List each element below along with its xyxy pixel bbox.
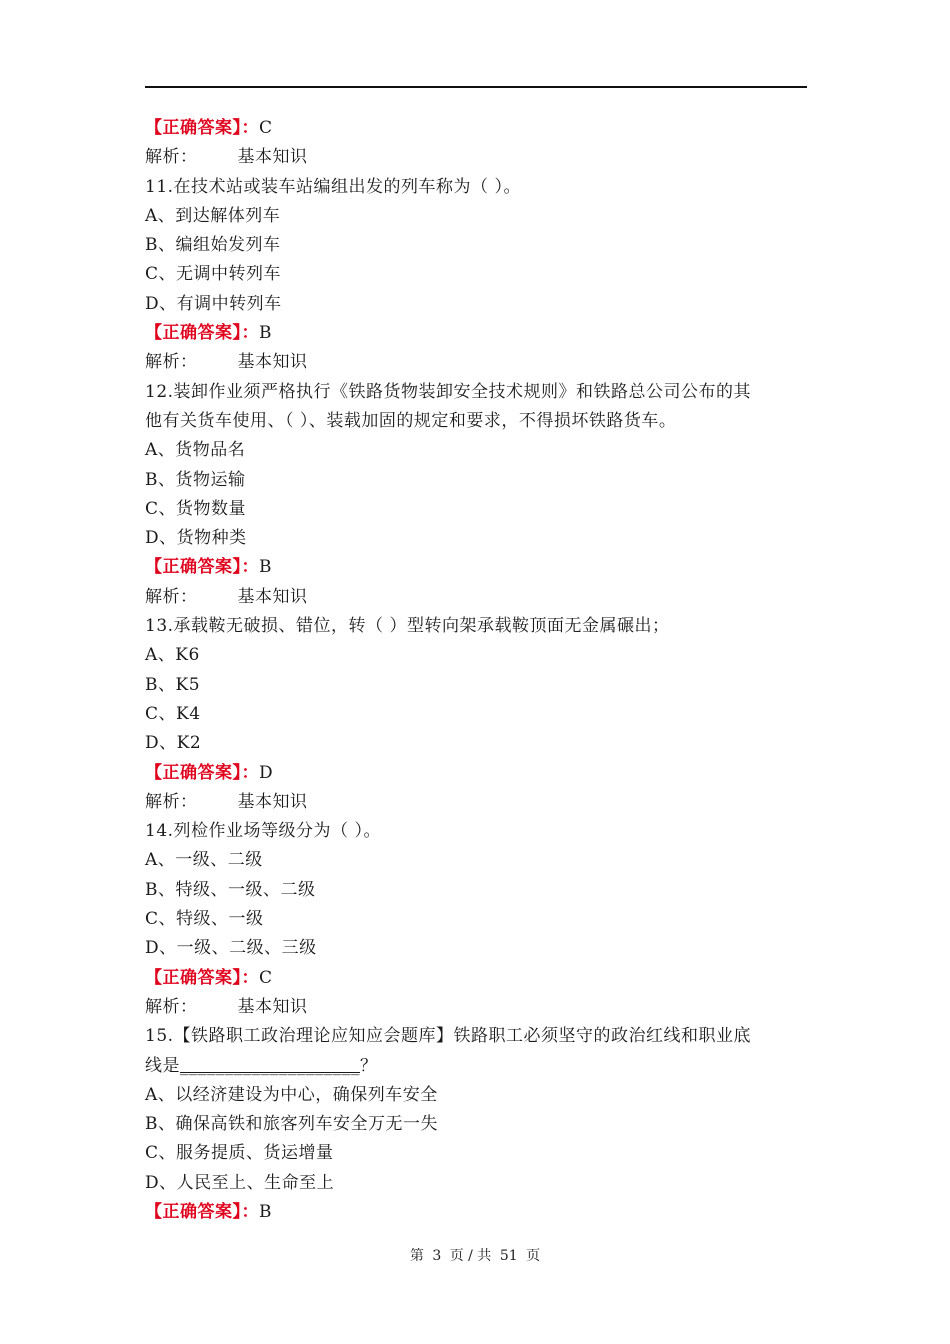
answer-line xyxy=(145,964,807,993)
option-b: B、特级、一级、二级 xyxy=(145,879,316,900)
page-content xyxy=(145,114,807,1227)
option-c: C、货物数量 xyxy=(145,498,247,519)
footer-mid: 页 / 共 xyxy=(449,1248,492,1264)
option-d: D、K2 xyxy=(145,733,202,754)
analysis-line xyxy=(145,348,807,377)
analysis-text: 基本知识 xyxy=(237,996,308,1017)
answer-value: D xyxy=(259,762,274,783)
answer-label: 【正确答案】： xyxy=(145,118,259,138)
option-c: C、服务提质、货运增量 xyxy=(145,1143,334,1164)
analysis-label: 解析： xyxy=(145,586,198,607)
answer-label: 【正确答案】： xyxy=(145,967,259,988)
header-rule xyxy=(145,86,807,88)
stem-suffix: ？ xyxy=(360,1055,378,1076)
option-c: C、特级、一级 xyxy=(145,909,264,930)
answer-line xyxy=(145,114,807,143)
footer-prefix: 第 xyxy=(409,1248,424,1264)
answer-value: B xyxy=(259,323,272,344)
analysis-label: 解析： xyxy=(145,791,198,812)
answer-label: 【正确答案】： xyxy=(145,762,259,783)
option-a: A、以经济建设为中心，确保列车安全 xyxy=(145,1084,438,1105)
question-stem: 11.在技术站或装车站编组出发的列车称为（ ）。 xyxy=(145,176,521,197)
question-stem-line-2: 他有关货车使用、（ ）、装载加固的规定和要求，不得损坏铁路货车。 xyxy=(145,410,677,431)
question-stem: 13.承载鞍无破损、错位，转（ ）型转向架承载鞍顶面无金属碾出； xyxy=(145,616,670,637)
option-b: B、编组始发列车 xyxy=(145,235,281,256)
answer-value: C xyxy=(259,967,273,988)
answer-value: B xyxy=(259,557,272,578)
option-b: B、K5 xyxy=(145,674,201,695)
analysis-label: 解析： xyxy=(145,996,198,1017)
analysis-line xyxy=(145,143,807,172)
footer-suffix: 页 xyxy=(526,1248,541,1264)
question-stem-line-1: 15.【铁路职工政治理论应知应会题库】铁路职工必须坚守的政治红线和职业底 xyxy=(145,1026,752,1047)
question-stem: 14.列检作业场等级分为（ ）。 xyxy=(145,821,381,842)
answer-value: C xyxy=(259,118,273,138)
analysis-label: 解析： xyxy=(145,352,198,373)
answer-label: 【正确答案】： xyxy=(145,323,259,344)
answer-line xyxy=(145,1198,807,1227)
option-d: D、人民至上、生命至上 xyxy=(145,1172,335,1193)
answer-label: 【正确答案】： xyxy=(145,1201,259,1222)
stem-prefix: 线是 xyxy=(145,1055,180,1076)
page-footer xyxy=(0,1245,950,1265)
question-stem-line-1: 12.装卸作业须严格执行《铁路货物装卸安全技术规则》和铁路总公司公布的其 xyxy=(145,381,752,402)
option-a: A、到达解体列车 xyxy=(145,205,281,226)
total-pages: 51 xyxy=(499,1248,518,1264)
option-a: A、K6 xyxy=(145,645,200,666)
option-d: D、货物种类 xyxy=(145,528,247,549)
analysis-line xyxy=(145,788,807,817)
option-c: C、K4 xyxy=(145,703,201,724)
answer-label: 【正确答案】： xyxy=(145,557,259,578)
option-a: A、一级、二级 xyxy=(145,850,263,871)
analysis-text: 基本知识 xyxy=(237,791,308,812)
option-d: D、一级、二级、三级 xyxy=(145,938,317,959)
option-b: B、货物运输 xyxy=(145,469,246,490)
answer-line xyxy=(145,319,807,348)
question-stem-line-2 xyxy=(145,1052,807,1081)
option-d: D、有调中转列车 xyxy=(145,293,282,314)
fill-blank: ____________________ xyxy=(180,1055,360,1076)
option-a: A、货物品名 xyxy=(145,440,246,461)
option-b: B、确保高铁和旅客列车安全万无一失 xyxy=(145,1114,438,1135)
answer-line xyxy=(145,553,807,582)
option-c: C、无调中转列车 xyxy=(145,264,282,285)
analysis-text: 基本知识 xyxy=(237,586,308,607)
analysis-text: 基本知识 xyxy=(237,147,308,168)
analysis-text: 基本知识 xyxy=(237,352,308,373)
analysis-line xyxy=(145,583,807,612)
page-number: 3 xyxy=(432,1248,442,1264)
analysis-label: 解析： xyxy=(145,147,198,168)
answer-value: B xyxy=(259,1201,272,1222)
analysis-line xyxy=(145,993,807,1022)
answer-line xyxy=(145,759,807,788)
